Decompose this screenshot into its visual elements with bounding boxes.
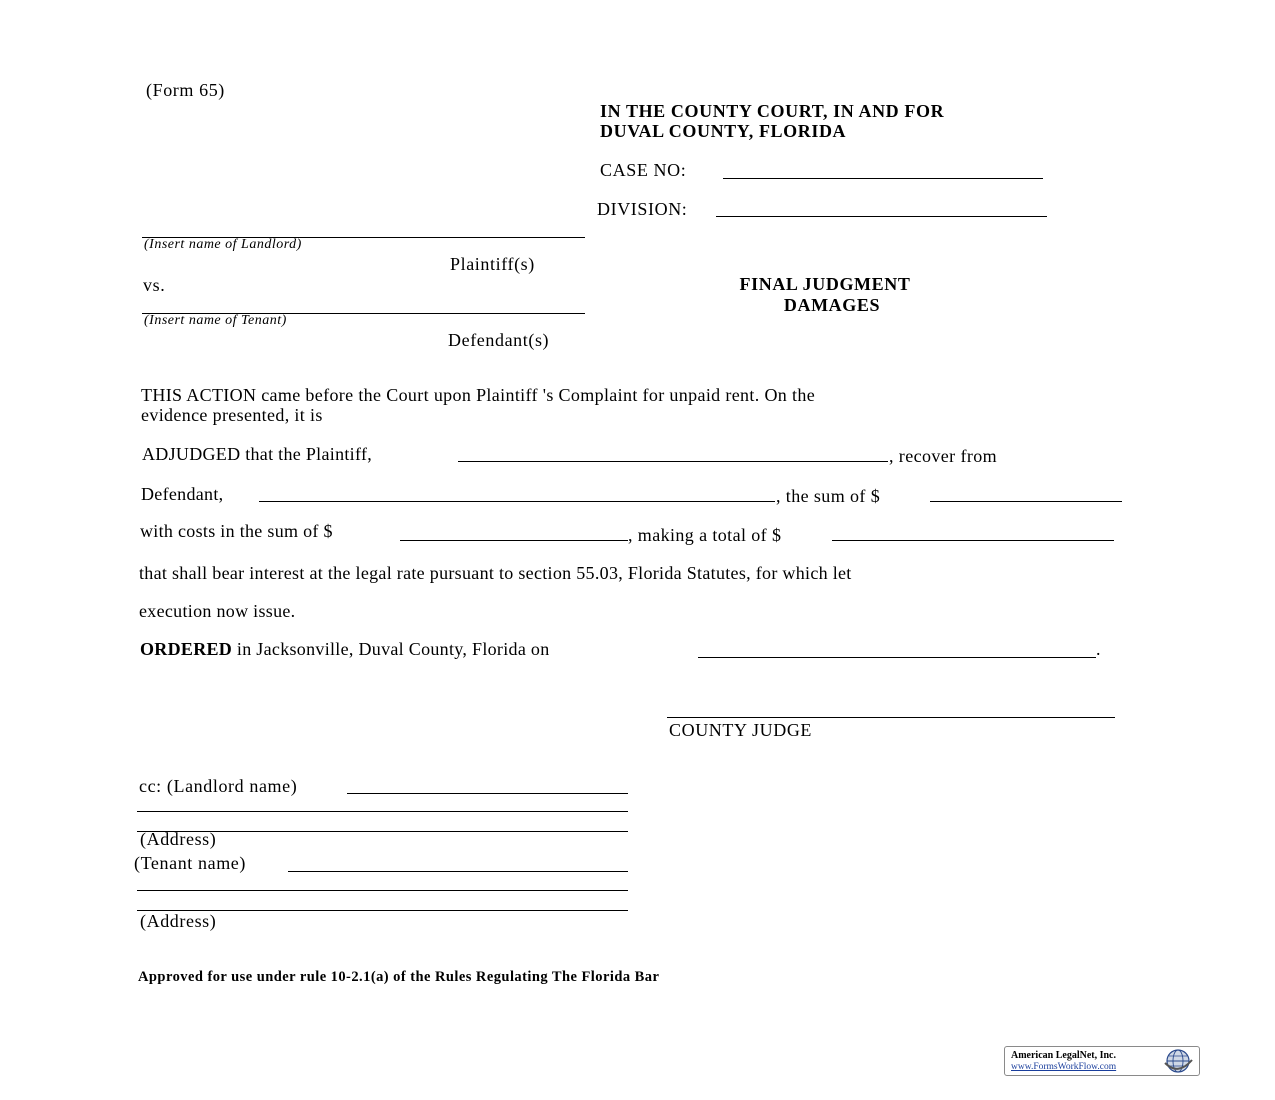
landlord-hint: (Insert name of Landlord) — [144, 237, 302, 252]
cc-landlord-address-line-1[interactable] — [137, 811, 628, 812]
approval-note: Approved for use under rule 10-2.1(a) of the Rules Regulating The Florida Bar — [138, 969, 660, 985]
cc-tenant-address-line-1[interactable] — [137, 890, 628, 891]
costs-field[interactable] — [400, 540, 628, 541]
judge-signature-line[interactable] — [667, 717, 1115, 718]
defendant-prefix: Defendant, — [141, 484, 224, 504]
intro-line-1: THIS ACTION came before the Court upon Plaintiff 's Complaint for unpaid rent. On the — [141, 385, 816, 405]
logo-company-name: American LegalNet, Inc. — [1011, 1050, 1116, 1061]
cc-address-label-1: (Address) — [140, 829, 217, 849]
intro-line-2: evidence presented, it is — [141, 405, 323, 425]
division-field[interactable] — [716, 216, 1047, 217]
judge-label: COUNTY JUDGE — [669, 720, 813, 740]
defendant-label: Defendant(s) — [448, 330, 550, 350]
adjudged-prefix: ADJUDGED that the Plaintiff, — [142, 444, 373, 464]
ordered-rest: in Jacksonville, Duval County, Florida on — [232, 639, 550, 659]
sum-label: , the sum of $ — [776, 486, 881, 506]
interest-line: that shall bear interest at the legal rate pursuant to section 55.03, Florida Statutes, for which let — [139, 563, 852, 583]
order-date-field[interactable] — [698, 657, 1096, 658]
cc-landlord-label: cc: (Landlord name) — [139, 776, 298, 796]
plaintiff-label: Plaintiff(s) — [450, 254, 535, 274]
execution-line: execution now issue. — [139, 601, 296, 621]
globe-icon — [1159, 1048, 1197, 1074]
cc-tenant-label: (Tenant name) — [134, 853, 246, 873]
division-label: DIVISION: — [597, 199, 688, 219]
vs-label: vs. — [143, 275, 166, 295]
total-field[interactable] — [832, 540, 1114, 541]
american-legalnet-logo[interactable] — [1004, 1046, 1200, 1076]
ordered-bold: ORDERED — [140, 639, 233, 659]
case-no-label: CASE NO: — [600, 160, 687, 180]
court-header-line2: DUVAL COUNTY, FLORIDA — [600, 121, 847, 141]
logo-website-link[interactable]: www.FormsWorkFlow.com — [1011, 1062, 1117, 1072]
tenant-hint: (Insert name of Tenant) — [144, 313, 287, 328]
cc-address-label-2: (Address) — [140, 911, 217, 931]
ordered-line — [140, 640, 550, 658]
form-number: (Form 65) — [146, 80, 225, 100]
cc-tenant-name-field[interactable] — [288, 871, 628, 872]
costs-prefix: with costs in the sum of $ — [140, 521, 333, 541]
ordered-end: . — [1096, 639, 1101, 659]
judgment-title: FINAL JUDGMENT — [739, 274, 911, 294]
defendant-name-field[interactable] — [259, 501, 775, 502]
court-header-line1: IN THE COUNTY COURT, IN AND FOR — [600, 101, 945, 121]
total-label: , making a total of $ — [628, 525, 782, 545]
adjudged-suffix: , recover from — [889, 446, 998, 466]
plaintiff-name-field[interactable] — [458, 461, 888, 462]
cc-landlord-name-field[interactable] — [347, 793, 628, 794]
case-no-field[interactable] — [723, 178, 1043, 179]
sum-field[interactable] — [930, 501, 1122, 502]
judgment-subtitle: DAMAGES — [783, 295, 881, 315]
